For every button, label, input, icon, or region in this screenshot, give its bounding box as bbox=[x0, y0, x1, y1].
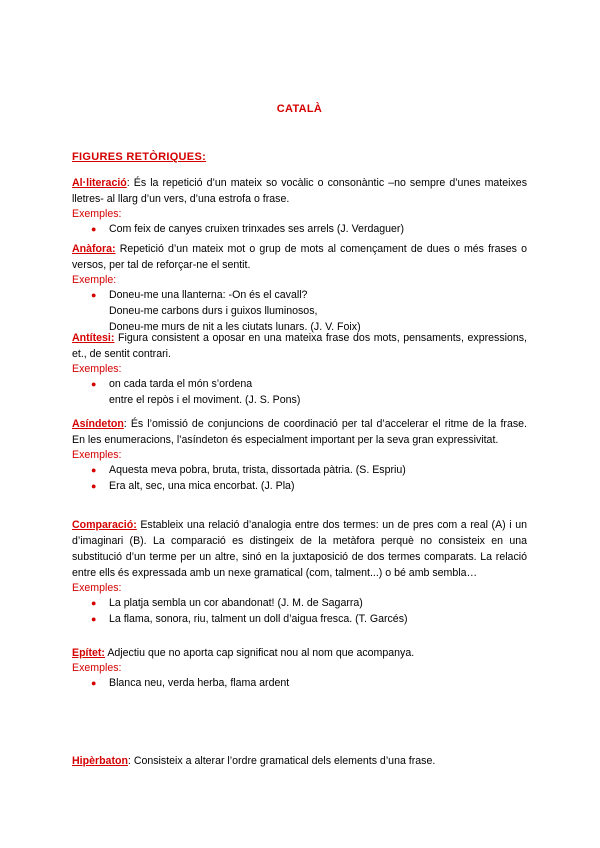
examples-label: Exemples: bbox=[72, 363, 122, 375]
figure-definition: Estableix una relació d’analogia entre dos termes: un de pres com a real (A) i un d’imaginari (B). La comparació es distingeix de la metàfora perquè no consisteix en una substitució d’un terme per un altre, sinó en la juxtaposició de dos termes comparats. La relació entre ells és expressada amb un nexe gramatical (com, talment...) o bé amb sembla… bbox=[72, 519, 527, 579]
examples-list bbox=[72, 595, 527, 627]
bullet-icon: ● bbox=[91, 290, 97, 300]
list-item: ● Era alt, sec, una mica encorbat. (J. Pla) bbox=[91, 480, 295, 492]
examples-label: Exemples: bbox=[72, 449, 122, 461]
list-item: ● Blanca neu, verda herba, flama ardent bbox=[91, 677, 290, 689]
bullet-icon: ● bbox=[91, 598, 97, 608]
figure-definition: És la repetició d’un mateix so vocàlic o consonàntic –no sempre d’unes mateixes lletres- al llarg d’un vers, d’una estrofa o frase. bbox=[72, 177, 527, 205]
figure-term: Comparació: bbox=[72, 519, 137, 531]
examples-label: Exemples: bbox=[72, 662, 122, 674]
examples-list bbox=[72, 287, 527, 335]
figure-anafora bbox=[72, 241, 527, 335]
bullet-icon: ● bbox=[91, 465, 97, 475]
bullet-icon: ● bbox=[91, 678, 97, 688]
section-title: FIGURES RETÒRIQUES: bbox=[72, 151, 207, 163]
list-item: ● La platja sembla un cor abandonat! (J. M. de Sagarra) bbox=[91, 597, 363, 609]
list-item: ● on cada tarda el món s’ordena entre el repòs i el moviment. (J. S. Pons) bbox=[91, 378, 301, 406]
bullet-icon: ● bbox=[91, 481, 97, 491]
bullet-icon: ● bbox=[91, 614, 97, 624]
list-item: ● Aquesta meva pobra, bruta, trista, dissortada pàtria. (S. Espriu) bbox=[91, 464, 406, 476]
examples-list bbox=[72, 462, 527, 494]
bullet-icon: ● bbox=[91, 379, 97, 389]
examples-list bbox=[72, 221, 527, 237]
page-title: CATALÀ bbox=[276, 103, 323, 115]
figure-term: Anàfora: bbox=[72, 243, 116, 255]
list-item: ● La flama, sonora, riu, talment un doll d’aigua fresca. (T. Garcés) bbox=[91, 613, 408, 625]
figure-definition: Repetició d’un mateix mot o grup de mots al començament de dues o més frases o versos, per tal de reforçar-ne el sentit. bbox=[72, 243, 527, 271]
figure-term: Epítet: bbox=[72, 647, 105, 659]
figure-term: Al·literació bbox=[72, 177, 127, 189]
figure-asindeton: Asíndeton: És l’omissió de conjuncions de coordinació per tal d’accelerar el ritme de la frase. En les enumeracions, l’asíndeton és especialment important per la seva gran expressivitat. Exemples: ● Aquesta meva pobra, bruta, trista, dissortada pàtria. (S. Espriu) ● Era alt, sec, una mica encorbat. (J. Pla) bbox=[72, 418, 527, 492]
examples-list bbox=[72, 675, 527, 691]
figure-comparacio bbox=[72, 517, 527, 627]
figure-term: Antítesi: bbox=[72, 332, 115, 344]
figure-term: Asíndeton bbox=[72, 418, 124, 430]
figure-alliteracio: Al·literació: És la repetició d’un mateix so vocàlic o consonàntic –no sempre d’unes mateixes lletres- al llarg d’un vers, d’una estrofa o frase. Exemples: ● Com feix de canyes cruixen trinxades ses arrels (J. Verdaguer) bbox=[72, 177, 527, 235]
examples-label: Exemple: bbox=[72, 274, 117, 286]
list-item: ● Com feix de canyes cruixen trinxades ses arrels (J. Verdaguer) bbox=[91, 223, 404, 235]
figure-definition: Consisteix a alterar l’ordre gramatical dels elements d’una frase. bbox=[130, 755, 436, 767]
figure-antitesi bbox=[72, 330, 527, 408]
figure-term: Hipèrbaton bbox=[72, 755, 128, 767]
examples-list bbox=[72, 376, 527, 408]
figure-epitet bbox=[72, 645, 527, 691]
figure-definition: Figura consistent a oposar en una mateixa frase dos mots, pensaments, expressions, et., de sentit contrari. bbox=[72, 332, 527, 360]
figure-definition: És l’omissió de conjuncions de coordinació per tal d’accelerar el ritme de la frase. En les enumeracions, l’asíndeton és especialment important per la seva gran expressivitat. bbox=[72, 418, 527, 446]
bullet-icon: ● bbox=[91, 224, 97, 234]
examples-label: Exemples: bbox=[72, 582, 122, 594]
figure-hiperbaton: Hipèrbaton: Consisteix a alterar l’ordre gramatical dels elements d’una frase. bbox=[72, 755, 436, 767]
examples-label: Exemples: bbox=[72, 208, 122, 220]
figure-definition: Adjectiu que no aporta cap significat nou al nom que acompanya. bbox=[104, 647, 415, 659]
list-item: ● Doneu-me una llanterna: -On és el cavall? Doneu-me carbons durs i guixos lluminosos, Doneu-me murs de nit a les ciutats lunars. (J. V. Foix) bbox=[91, 289, 361, 333]
